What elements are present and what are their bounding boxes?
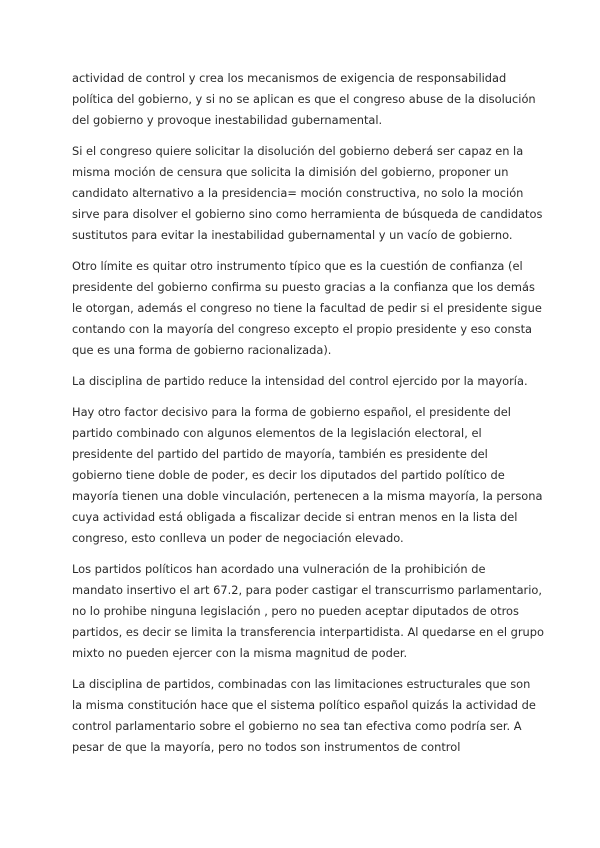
text-line: La disciplina de partidos, combinadas con las limitaciones estructurales que son [72,677,531,691]
text-line: presidente del gobierno confirma su puesto gracias a la confianza que los demás [72,280,535,294]
text-line: la misma constitución hace que el sistema político español quizás la actividad de [72,698,536,712]
text-line: sustitutos para evitar la inestabilidad gubernamental y un vacío de gobierno. [72,228,513,242]
text-line: misma moción de censura que solicita la dimisión del gobierno, proponer un [72,165,509,179]
text-line: Hay otro factor decisivo para la forma de gobierno español, el presidente del [72,405,511,419]
text-line: presidente del partido del partido de mayoría, también es presidente del [72,447,488,461]
paragraph-7 [72,674,542,758]
paragraph-1 [72,68,542,131]
paragraph-4 [72,371,542,392]
text-line: sirve para disolver el gobierno sino como herramienta de búsqueda de candidatos [72,207,543,221]
paragraph-2 [72,141,542,246]
text-line: cuya actividad está obligada a fiscalizar decide si entran menos en la lista del [72,510,518,524]
text-line: mandato insertivo el art 67.2, para poder castigar el transcurrismo parlamentario, [72,583,542,597]
document-body [72,68,542,768]
text-line: le otorgan, además el congreso no tiene la facultad de pedir si el presidente sigue [72,301,542,315]
text-line: política del gobierno, y si no se aplican es que el congreso abuse de la disolución [72,92,536,106]
paragraph-3 [72,256,542,361]
text-line: Otro límite es quitar otro instrumento típico que es la cuestión de confianza (el [72,259,523,273]
text-line: partido combinado con algunos elementos de la legislación electoral, el [72,426,482,440]
text-line: partidos, es decir se limita la transferencia interpartidista. Al quedarse en el grupo [72,625,544,639]
text-line: congreso, esto conlleva un poder de negociación elevado. [72,531,404,545]
text-line: Los partidos políticos han acordado una vulneración de la prohibición de [72,562,486,576]
text-line: candidato alternativo a la presidencia= moción constructiva, no solo la moción [72,186,524,200]
text-line: pesar de que la mayoría, pero no todos son instrumentos de control [72,740,461,754]
text-line: mixto no pueden ejercer con la misma magnitud de poder. [72,646,408,660]
paragraph-6 [72,559,542,664]
text-line: Si el congreso quiere solicitar la disolución del gobierno deberá ser capaz en la [72,144,524,158]
text-line: contando con la mayoría del congreso excepto el propio presidente y eso consta [72,322,533,336]
text-line: gobierno tiene doble de poder, es decir los diputados del partido político de [72,468,505,482]
paragraph-5 [72,402,542,549]
text-line: que es una forma de gobierno racionalizada). [72,343,332,357]
text-line: del gobierno y provoque inestabilidad gubernamental. [72,113,383,127]
text-line: actividad de control y crea los mecanismos de exigencia de responsabilidad [72,71,507,85]
text-line: mayoría tienen una doble vinculación, pertenecen a la misma mayoría, la persona [72,489,543,503]
text-line: control parlamentario sobre el gobierno no sea tan efectiva como podría ser. A [72,719,522,733]
text-line: La disciplina de partido reduce la intensidad del control ejercido por la mayoría. [72,374,528,388]
text-line: no lo prohibe ninguna legislación , pero no pueden aceptar diputados de otros [72,604,519,618]
